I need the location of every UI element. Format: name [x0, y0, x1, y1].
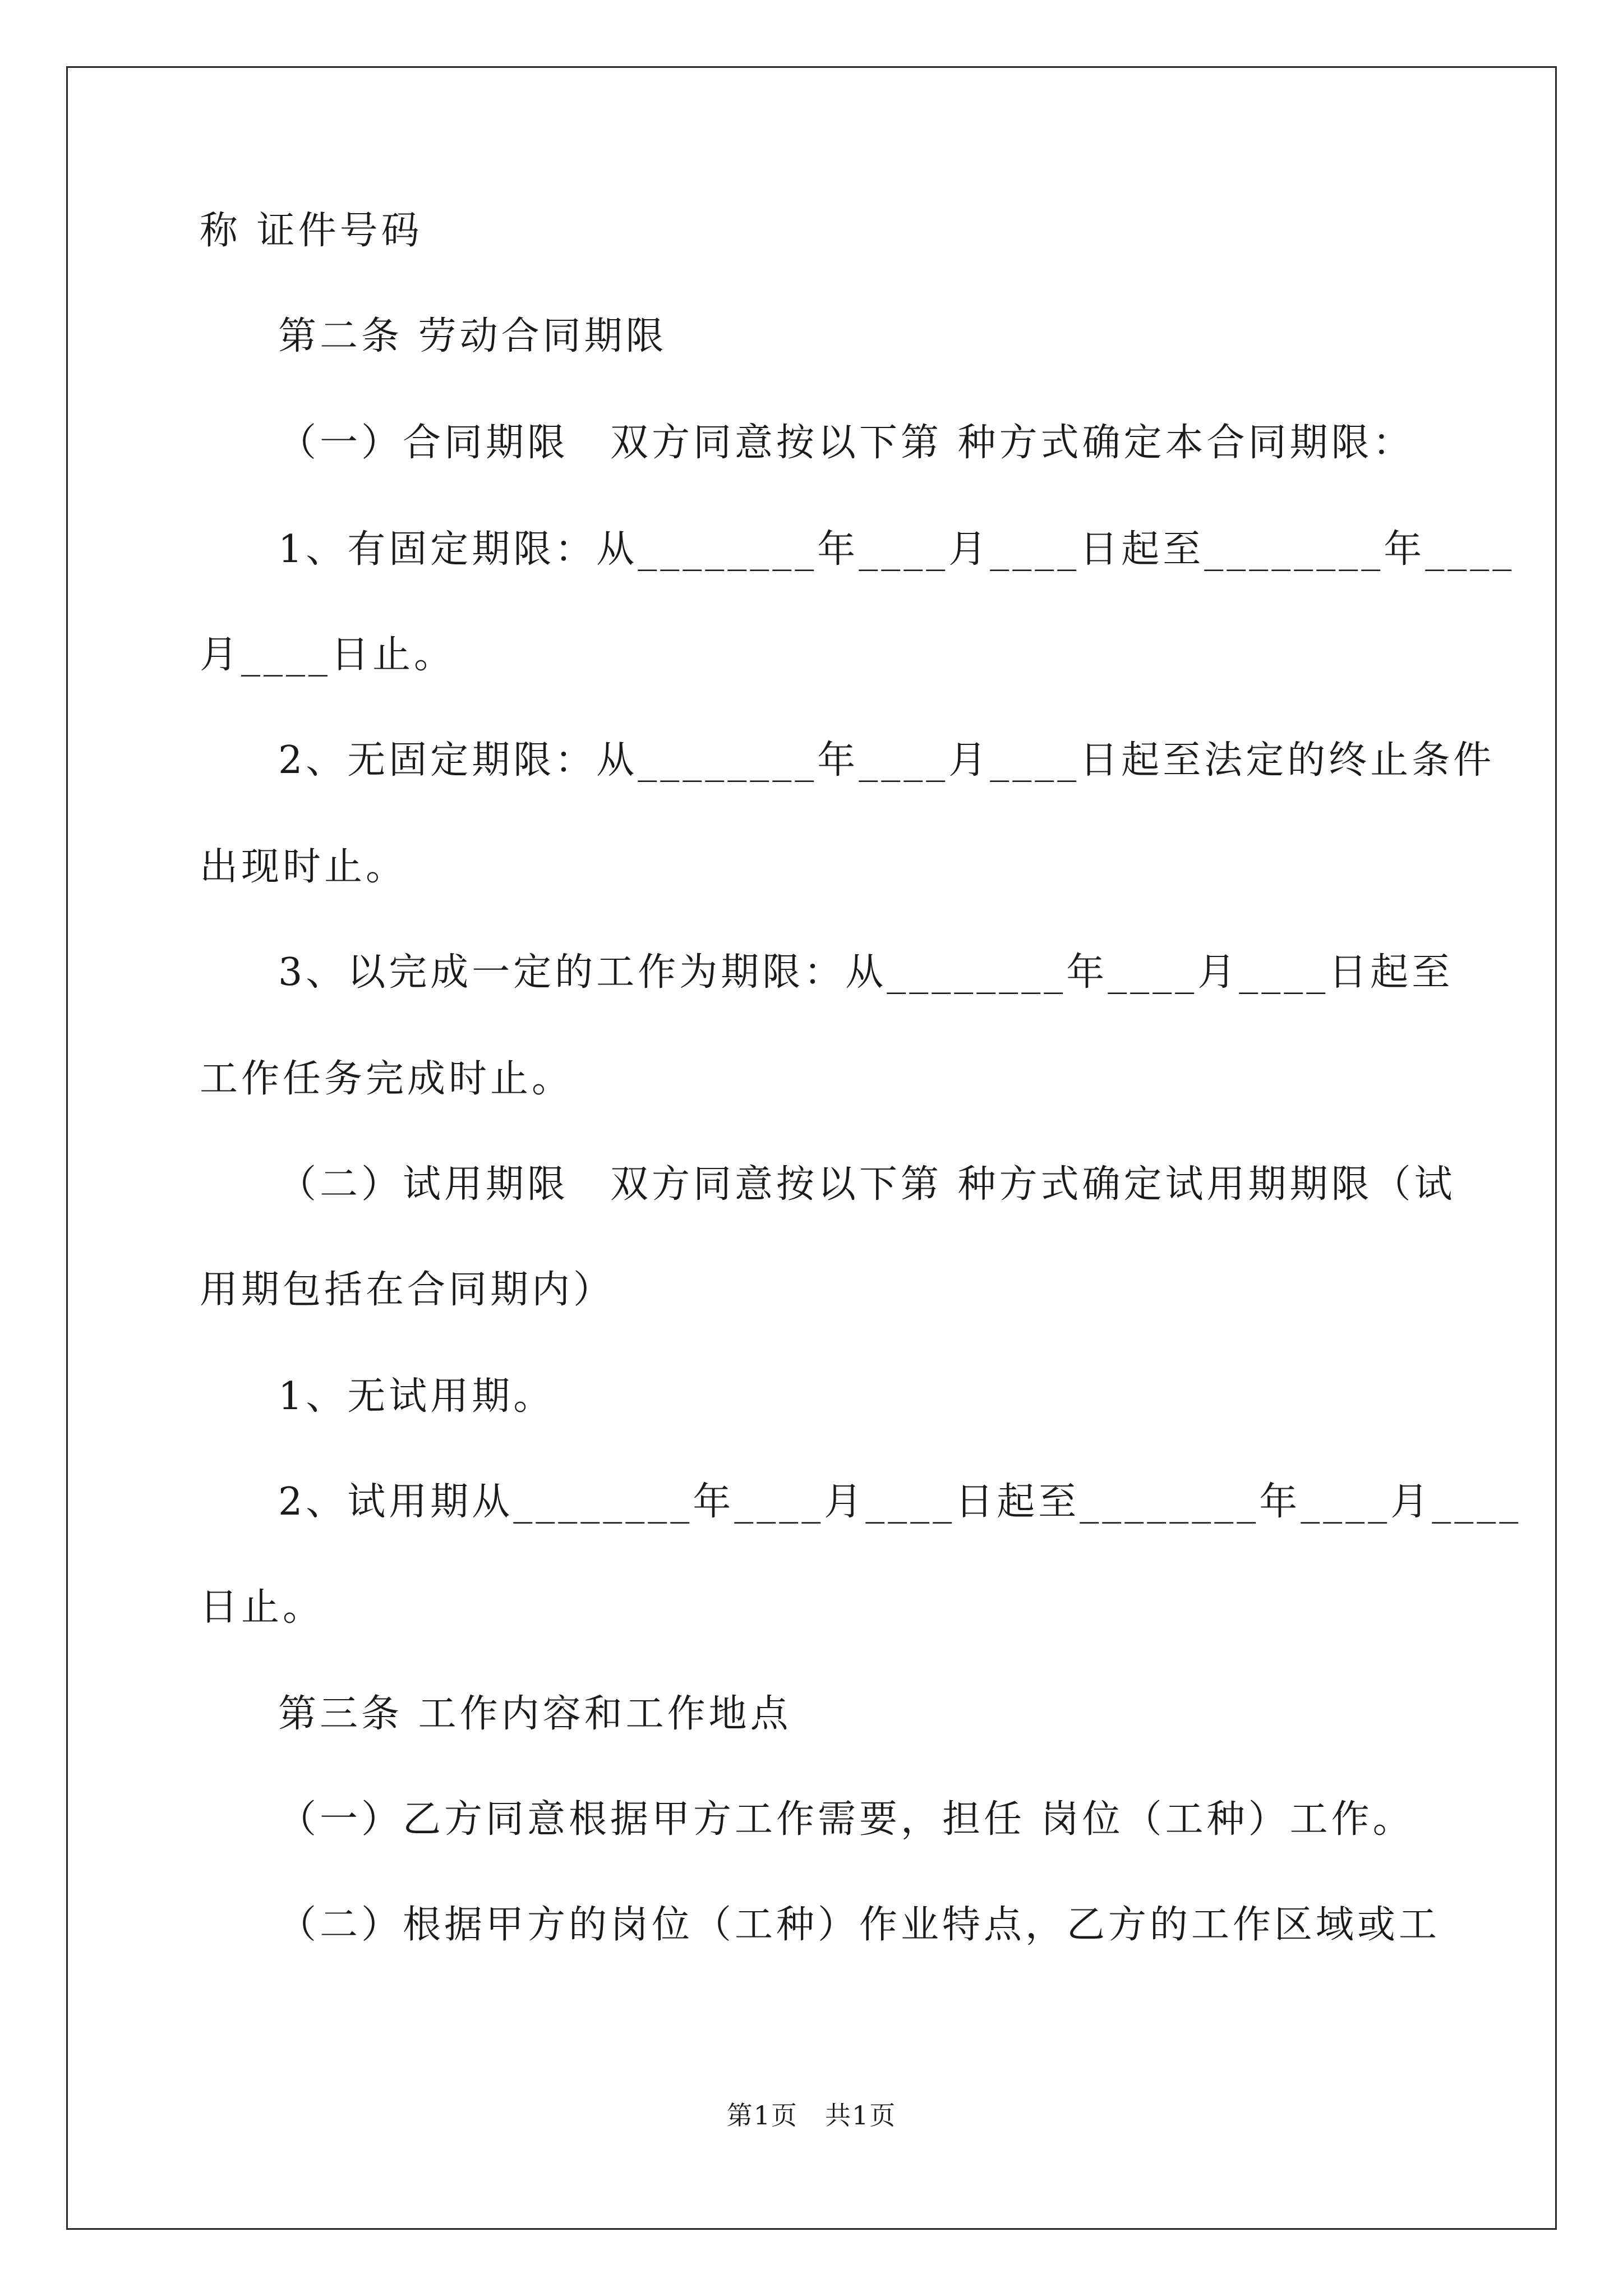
text-line-9: 工作任务完成时止。 — [200, 1057, 574, 1101]
text-line-11: 用期包括在合同期内） — [200, 1268, 615, 1312]
section-heading-article-2: 第二条 劳动合同期限 — [278, 314, 667, 358]
text-line-17: （二）根据甲方的岗位（工种）作业特点，乙方的工作区域或工 — [278, 1903, 1441, 1947]
text-line-16: （一）乙方同意根据甲方工作需要，担任 岗位（工种）工作。 — [278, 1797, 1414, 1842]
text-line-13: 2、试用期从________年____月____日起至________年____月____ — [278, 1480, 1522, 1524]
section-heading-article-3: 第三条 工作内容和工作地点 — [278, 1692, 792, 1736]
page-footer: 第1页 共1页 — [726, 2100, 897, 2131]
text-line-5: 月____日止。 — [200, 633, 456, 677]
text-line-6: 2、无固定期限：从________年____月____日起至法定的终止条件 — [278, 738, 1495, 783]
text-line-1: 称 证件号码 — [200, 209, 423, 253]
text-line-8: 3、以完成一定的工作为期限：从________年____月____日起至 — [278, 950, 1454, 995]
text-line-3: （一）合同期限 双方同意按以下第 种方式确定本合同期限： — [278, 421, 1414, 465]
text-line-10: （二）试用期限 双方同意按以下第 种方式确定试用期期限（试 — [278, 1162, 1456, 1207]
text-line-14: 日止。 — [200, 1585, 325, 1630]
text-line-4: 1、有固定期限：从________年____月____日起至________年____ — [278, 527, 1515, 572]
text-line-12: 1、无试用期。 — [278, 1374, 555, 1419]
text-line-7: 出现时止。 — [200, 845, 408, 889]
